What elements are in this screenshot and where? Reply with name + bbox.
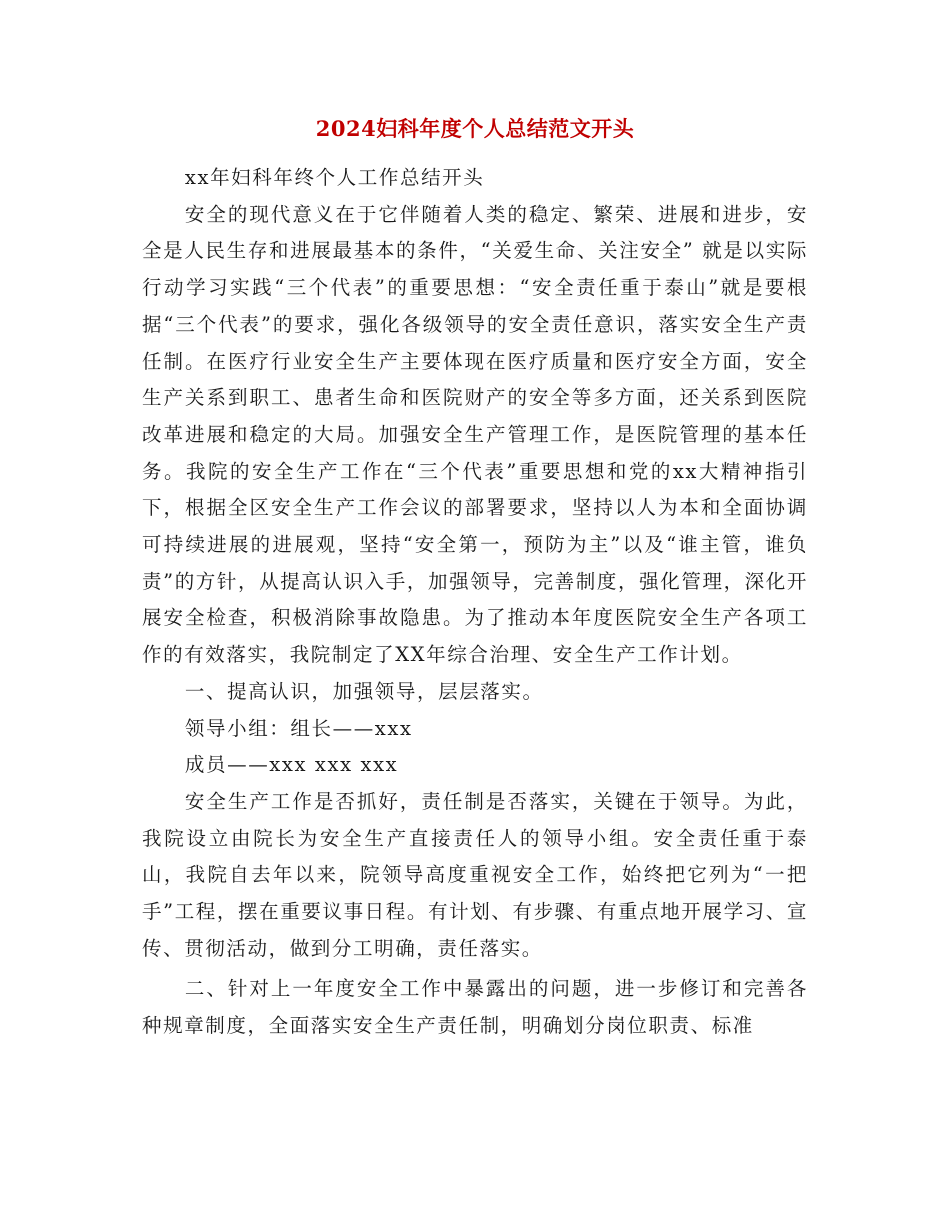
members-line: 成员——xxx xxx xxx (184, 753, 399, 777)
document-title: 2024妇科年度个人总结范文开头 (315, 116, 635, 141)
subtitle-paragraph: xx年妇科年终个人工作总结开头 (184, 166, 485, 189)
section-two-paragraph: 二、针对上一年度安全工作中暴露出的问题，进一步修订和完善各种规章制度，全面落实安全生产责任制，明确划分岗位职责、标准 (142, 977, 808, 1038)
section-one-heading: 一、提高认识，加强领导，层层落实。 (184, 679, 544, 703)
section-one-paragraph: 安全生产工作是否抓好，责任制是否落实，关键在于领导。为此，我院设立由院长为安全生产直接责任人的领导小组。安全责任重于泰山，我院自去年以来，院领导高度重视安全工作，始终把它列为“一把手”工程，摆在重要议事日程。有计划、有步骤、有重点地开展学习、宣传、贯彻活动，做到分工明确，责任落实。 (142, 789, 808, 960)
document-body (142, 160, 808, 1045)
intro-paragraph: 安全的现代意义在于它伴随着人类的稳定、繁荣、进展和进步，安全是人民生存和进展最基本的条件，“关爱生命、关注安全” 就是以实际行动学习实践“三个代表”的重要思想：“安全责任重于泰山”就是要根据“三个代表”的要求，强化各级领导的安全责任意识，落实安全生产责任制。在医疗行业安全生产主要体现在医疗质量和医疗安全方面，安全生产关系到职工、患者生命和医院财产的安全等多方面，还关系到医院改革进展和稳定的大局。加强安全生产管理工作，是医院管理的基本任务。我院的安全生产工作在“三个代表”重要思想和党的xx大精神指引下，根据全区安全生产工作会议的部署要求，坚持以人为本和全面协调可持续进展的进展观，坚持“安全第一，预防为主”以及“谁主管，谁负责”的方针，从提高认识入手，加强领导，完善制度，强化管理，深化开展安全检查，积极消除事故隐患。为了推动本年度医院安全生产各项工作的有效落实，我院制定了XX年综合治理、安全生产工作计划。 (142, 202, 808, 667)
leader-line: 领导小组：组长——xxx (184, 716, 413, 740)
